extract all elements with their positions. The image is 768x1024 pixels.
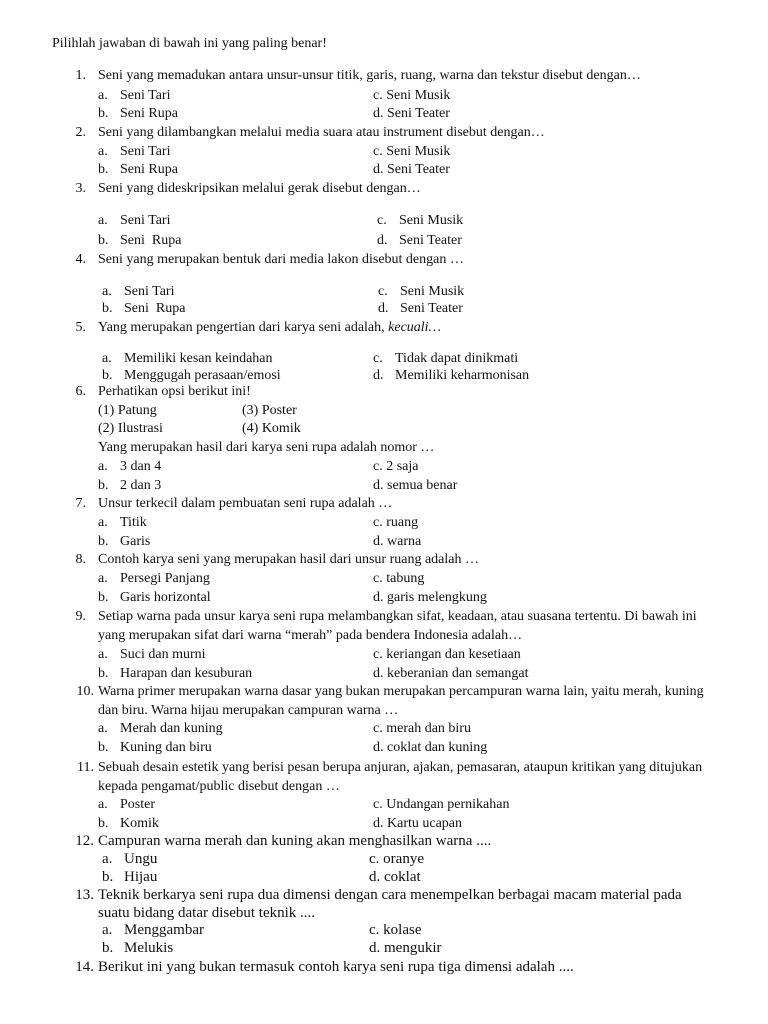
sub-item: (1) Patung (98, 403, 157, 418)
option-b: b. Seni Rupa (98, 233, 182, 248)
question-text: Warna primer merupakan warna dasar yang bukan merupakan percampuran warna lain, yaitu merah, kuning (98, 684, 704, 699)
option-d: d. coklat (369, 869, 421, 885)
question-number: 9. (75, 609, 86, 624)
option-d: d. Seni Teater (378, 301, 463, 316)
option-d: d. garis melengkung (373, 590, 487, 605)
option-b: b. Seni Rupa (98, 162, 178, 177)
question-text: kepada pengamat/public disebut dengan … (98, 779, 340, 794)
question-text: suatu bidang datar disebut teknik .... (98, 905, 316, 921)
option-a: a. Titik (98, 515, 147, 530)
option-c: c. 2 saja (373, 459, 419, 474)
question-number: 7. (75, 496, 86, 511)
option-c: c. Seni Musik (378, 284, 465, 299)
option-a: a. Suci dan murni (98, 647, 206, 662)
question-text: Yang merupakan pengertian dari karya seni adalah, kecuali… (98, 320, 442, 335)
option-a: a. Seni Tari (98, 88, 171, 103)
question-number: 11. (77, 760, 94, 775)
question-number: 14. (75, 959, 94, 975)
question-text: dan biru. Warna hijau merupakan campuran warna … (98, 703, 399, 718)
option-a: a. Memiliki kesan keindahan (102, 351, 273, 366)
option-a: a. Seni Tari (98, 144, 171, 159)
option-c: c. Seni Musik (373, 144, 451, 159)
option-b: b. 2 dan 3 (98, 478, 162, 493)
option-a: a. Persegi Panjang (98, 571, 210, 586)
option-c: c. kolase (369, 922, 422, 938)
option-c: c. merah dan biru (373, 721, 471, 736)
question-text: Seni yang dideskripsikan melalui gerak disebut dengan… (98, 181, 421, 196)
option-a: a. Seni Tari (98, 213, 171, 228)
option-a: a. Ungu (102, 851, 158, 867)
question-number: 8. (75, 552, 86, 567)
option-a: a. Seni Tari (102, 284, 175, 299)
option-d: d. semua benar (373, 478, 458, 493)
option-d: d. coklat dan kuning (373, 740, 488, 755)
option-a: a. Menggambar (102, 922, 204, 938)
option-c: c. Seni Musik (377, 213, 464, 228)
option-d: d. Seni Teater (373, 162, 450, 177)
instruction-text: Pilihlah jawaban di bawah ini yang paling benar! (52, 36, 327, 51)
sub-item: (2) Ilustrasi (98, 421, 163, 436)
question-number: 1. (75, 68, 86, 83)
question-number: 3. (75, 181, 86, 196)
option-b: b. Garis (98, 534, 151, 549)
question-number: 5. (75, 320, 86, 335)
option-d: d. mengukir (369, 940, 442, 956)
option-d: d. Memiliki keharmonisan (373, 368, 530, 383)
option-b: b. Harapan dan kesuburan (98, 666, 253, 681)
option-b: b. Hijau (102, 869, 158, 885)
question-text: Seni yang memadukan antara unsur-unsur titik, garis, ruang, warna dan tekstur disebut dengan… (98, 68, 641, 83)
option-d: d. keberanian dan semangat (373, 666, 529, 681)
question-number: 13. (75, 887, 94, 903)
sub-item: (3) Poster (242, 403, 297, 418)
option-a: a. Merah dan kuning (98, 721, 223, 736)
option-d: d. Seni Teater (373, 106, 450, 121)
option-d: d. Seni Teater (377, 233, 462, 248)
question-text: Berikut ini yang bukan termasuk contoh karya seni rupa tiga dimensi adalah .... (98, 959, 574, 975)
option-c: c. tabung (373, 571, 425, 586)
question-text: Yang merupakan hasil dari karya seni rupa adalah nomor … (98, 440, 435, 455)
option-a: a. Poster (98, 797, 155, 812)
question-number: 10. (76, 684, 94, 699)
option-a: a. 3 dan 4 (98, 459, 162, 474)
option-c: c. Tidak dapat dinikmati (373, 351, 519, 366)
question-text: Contoh karya seni yang merupakan hasil dari unsur ruang adalah … (98, 552, 480, 567)
question-text: Seni yang merupakan bentuk dari media lakon disebut dengan … (98, 252, 464, 267)
option-d: d. Kartu ucapan (373, 816, 463, 831)
option-b: b. Seni Rupa (98, 106, 178, 121)
question-text: Unsur terkecil dalam pembuatan seni rupa adalah … (98, 496, 393, 511)
option-c: c. Undangan pernikahan (373, 797, 510, 812)
option-b: b. Melukis (102, 940, 174, 956)
option-c: c. ruang (373, 515, 419, 530)
sub-item: (4) Komik (242, 421, 301, 436)
question-number: 4. (75, 252, 86, 267)
question-text: Campuran warna merah dan kuning akan menghasilkan warna .... (98, 833, 492, 849)
option-b: b. Menggugah perasaan/emosi (102, 368, 281, 383)
question-text: Sebuah desain estetik yang berisi pesan berupa anjuran, ajakan, pemasaran, ataupun kritikan yang ditujukan (98, 760, 703, 775)
question-text: yang merupakan sifat dari warna “merah” pada bendera Indonesia adalah… (98, 628, 523, 643)
question-number: 2. (75, 125, 86, 140)
question-text: Teknik berkarya seni rupa dua dimensi dengan cara menempelkan berbagai macam material pada (98, 887, 682, 903)
option-c: c. Seni Musik (373, 88, 451, 103)
option-b: b. Garis horizontal (98, 590, 211, 605)
option-d: d. warna (373, 534, 422, 549)
option-c: c. keriangan dan kesetiaan (373, 647, 521, 662)
option-c: c. oranye (369, 851, 424, 867)
question-number: 12. (75, 833, 94, 849)
option-b: b. Kuning dan biru (98, 740, 212, 755)
question-text: Seni yang dilambangkan melalui media suara atau instrument disebut dengan… (98, 125, 545, 140)
question-text: Perhatikan opsi berikut ini! (98, 384, 251, 399)
question-number: 6. (75, 384, 86, 399)
question-text: Setiap warna pada unsur karya seni rupa melambangkan sifat, keadaan, atau suasana tertentu. Di bawah ini (98, 609, 697, 624)
option-b: b. Komik (98, 816, 159, 831)
option-b: b. Seni Rupa (102, 301, 186, 316)
